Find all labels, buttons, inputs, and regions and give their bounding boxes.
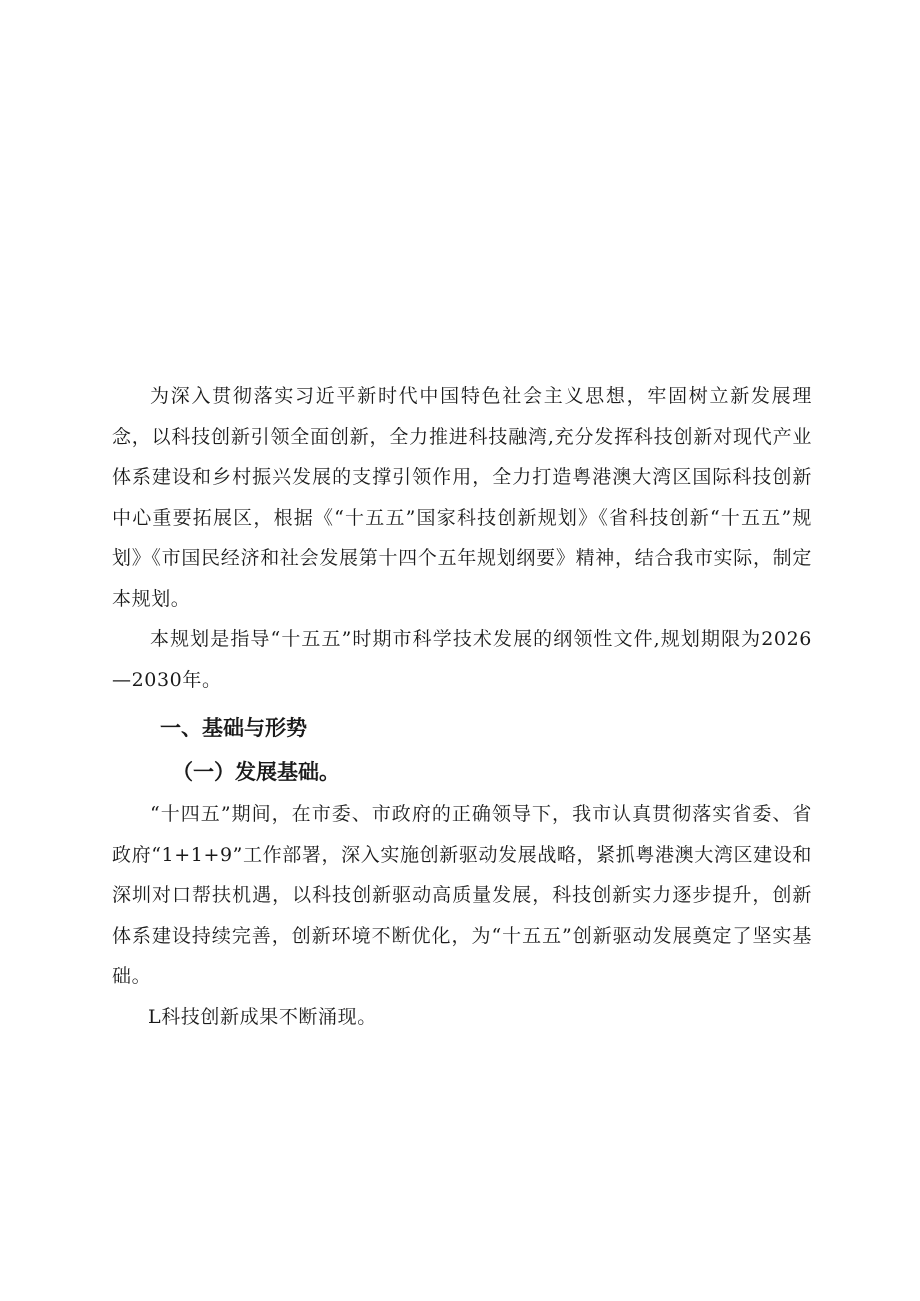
intro-paragraph: 为深入贯彻落实习近平新时代中国特色社会主义思想，牢固树立新发展理念，以科技创新引领全面创新，全力推进科技融湾,充分发挥科技创新对现代产业体系建设和乡村振兴发展的支撑引领作用，全力打造粤港澳大湾区国际科技创新中心重要拓展区，根据《“十五五”国家科技创新规划》《省科技创新“十五五”规划》《市国民经济和社会发展第十四个五年规划纲要》精神，结合我市实际，制定本规划。 bbox=[112, 385, 812, 610]
document-body bbox=[112, 376, 812, 1037]
subsection-heading: （一）发展基础。 bbox=[172, 760, 340, 784]
scope-paragraph: 本规划是指导“十五五”时期市科学技术发展的纲领性文件,规划期限为2026—2030年。 bbox=[112, 628, 812, 691]
foundation-paragraph: “十四五”期间，在市委、市政府的正确领导下，我市认真贯彻落实省委、省政府“1+1+9”工作部署，深入实施创新驱动发展战略，紧抓粤港澳大湾区建设和深圳对口帮扶机遇，以科技创新驱动高质量发展，科技创新实力逐步提升，创新体系建设持续完善，创新环境不断优化，为“十五五”创新驱动发展奠定了坚实基础。 bbox=[112, 803, 812, 987]
list-item: L科技创新成果不断涌现。 bbox=[148, 1005, 377, 1028]
section-heading: 一、基础与形势 bbox=[160, 716, 307, 740]
